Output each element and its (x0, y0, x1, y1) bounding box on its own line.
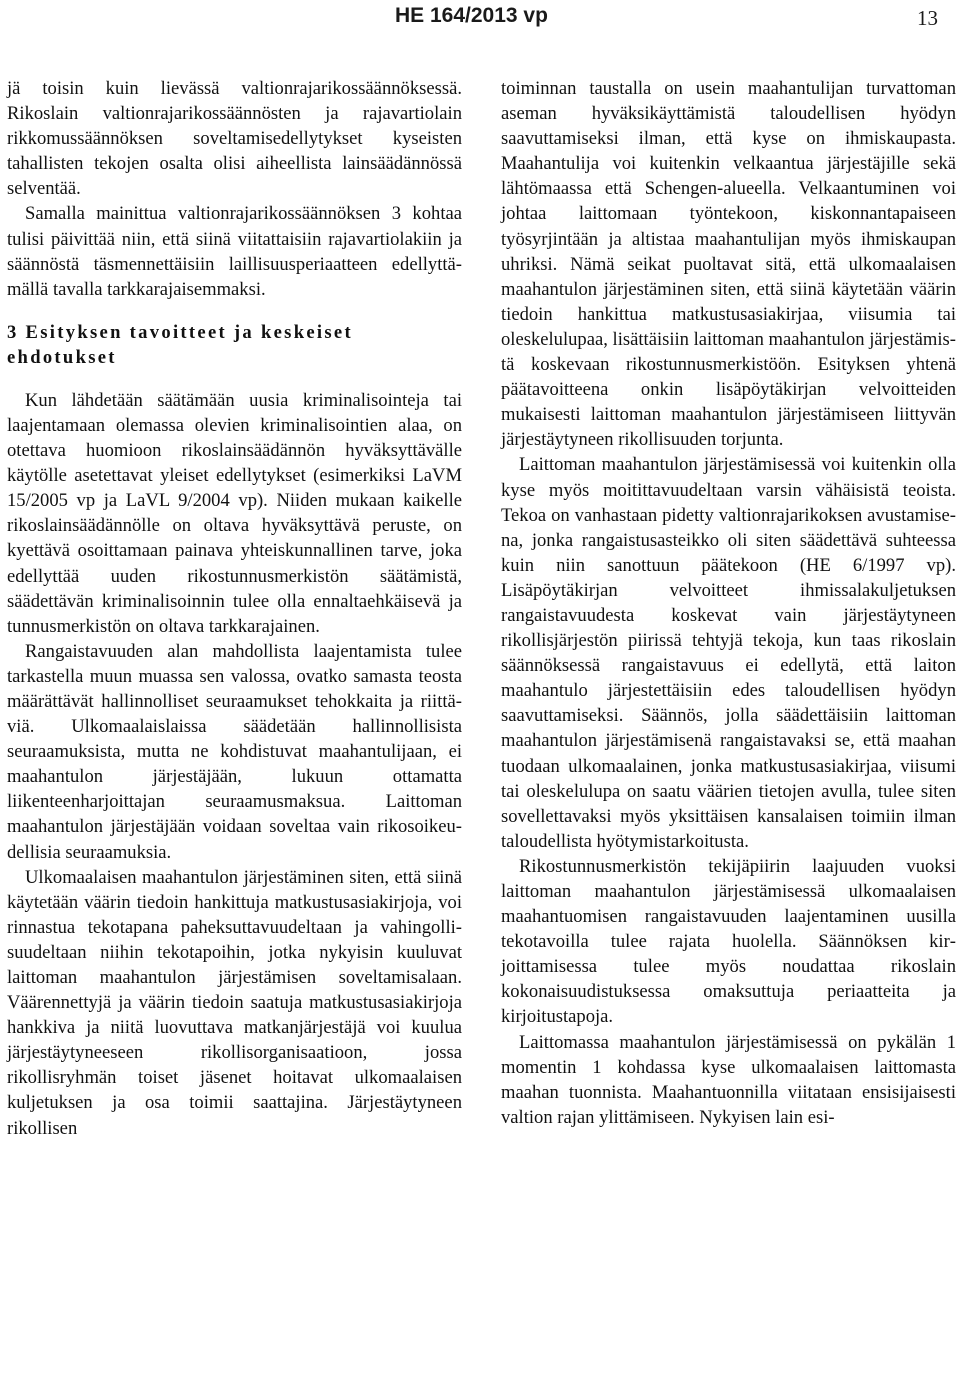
section-heading: 3 Esityksen tavoitteet ja keskeiset ehdotukset (7, 321, 353, 368)
paragraph: Ulkomaalaisen maahantulon järjestäminen siten, että siinä käytetään väärin tiedoin hankittuja matkustusasiakirjoja, voi rinnastua tekotapana paheksuttavuudeltaan ja vahingollisuudeltaan niihin tekotapoihin, jotka nykyisin kuuluvat laittoman maahantulon järjestämisen soveltamisalaan. Väärennettyjä ja väärin tiedoin saatuja matkustusasiakirjoja hankkiva ja niitä luovuttava matkanjärjestäjä voi kuulua järjestäytyneeseen rikollisorganisaatioon, jossa rikollisryhmän toiset jäsenet hoitavat ulkomaalaisen kuljetuksen ja osa toimii saattajina. Järjestäytyneen rikollisen (7, 866, 462, 1139)
paragraph: Laittomassa maahantulon järjestämisessä on pykälän 1 momentin 1 kohdassa kyse ulkomaalaisen laittomasta maahan tuonnista. Maahantuonnilla viitataan ensisijaisesti valtion rajan ylittämiseen. Nykyisen lain esi- (501, 1031, 956, 1128)
paragraph: Rangaistavuuden alan mahdollista laajentamista tulee tarkastella muun muassa sen valossa, ovatko samasta teosta määrättävät hallinnolliset seuraamukset tehokkaita ja riittäviä. Ulkomaalaislaissa säädetään hallinnollisista seuraamuksista, mutta ne kohdistuvat maahantulijaan, ei maahantulon järjestäjään, lukuun ottamatta liikenteenharjoittajan seuraamusmaksua. Laittoman maahantulon järjestäjään voidaan soveltaa vain rikosoikeudellisia seuraamuksia. (7, 640, 462, 863)
page-number: 13 (917, 6, 938, 30)
paragraph: Samalla mainittua valtionrajarikossäännöksen 3 kohtaa tulisi päivittää niin, että siinä viitattaisiin rajavartiolakiin ja säännöstä täsmennettäisiin laillisuusperiaatteen edellyttämällä tavalla tarkkarajaisemmaksi. (7, 203, 462, 300)
paragraph: toiminnan taustalla on usein maahantulijan turvattoman aseman hyväksikäyttämistä taloudellisen hyödyn saavuttamiseksi ilman, että kyse on ihmiskaupasta. Maahantulija voi kuitenkin velkaantua järjestäjille sekä lähtömaassa että Schengen-alueella. Velkaantuminen voi johtaa laittomaan työntekoon, kiskonnantapaiseen työsyrjintään ja altistaa maahantulijan myös ihmiskaupan uhriksi. Nämä seikat puoltavat sitä, että ulkomaalaisen maahantulon järjestäminen siten, että siinä käytetään väärin tiedoin hankittua matkustusasiakirjaa, viisumia tai oleskelulupaa, lisättäisiin laittoman maahantulon järjestämistä koskevaan rikostunnusmerkistöön. Esityksen yhtenä päätavoitteena onkin lisäpöytäkirjan velvoitteiden mukaisesti laittoman maahantulon järjestämiseen liittyvän järjestäytyneen rikollisuuden torjunta. (501, 78, 956, 451)
paragraph: jä toisin kuin lievässä valtionrajarikossäännöksessä. Rikoslain valtionrajarikossäännösten ja rajavartiolain rikkomussäännöksen soveltamisedellytykset kyseisten tahallisten tekojen osalta olisi aiheellista lainsäädännössä selventää. (7, 78, 462, 200)
paragraph: Rikostunnusmerkistön tekijäpiirin laajuuden vuoksi laittoman maahantulon järjestämisessä ulkomaalaisen maahantuomisen rangaistavuuden laajentaminen uusilla tekotavoilla tulee rajata huolella. Säännöksen kirjoittamisessa tulee myös noudattaa rikoslain kokonaisuudistuksessa omaksuttuja periaatteita ja kirjoitustapoja. (501, 855, 956, 1028)
document-id: HE 164/2013 vp (395, 4, 548, 27)
right-column (501, 76, 956, 1130)
left-column (7, 76, 462, 1141)
paragraph: Laittoman maahantulon järjestämisessä voi kuitenkin olla kyse myös moitittavuudeltaan varsin vähäisistä teoista. Tekoa on vanhastaan pidetty valtionrajarikoksen avustamisena, jonka rangaistusasteikko oli siten säädettävä suhteessa kuin niin sanottuun päätekoon (HE 6/1997 vp). Lisäpöytäkirjan velvoitteet ihmissalakuljetuksen rangaistavuudesta koskevat vain järjestäytyneen rikollisjärjestön piirissä tehtyjä tekoja, kun taas rikoslain säännöksessä rangaistavuus ei edellytä, että laiton maahantulo järjestettäisiin edes taloudellisen hyödyn saavuttamiseksi. Säännös, jolla säädettäisiin laittoman maahantulon järjestämisenä rangaistavaksi se, että maahan tuodaan ulkomaalainen, jonka matkustusasiakirjaa, viisumi tai oleskelulupa on saatu väärien tietojen avulla, tulee siten sovellettavaksi myös yksittäisen kansalaisen toimiin ilman taloudellista hyötymistarkoitusta. (501, 454, 956, 852)
paragraph: Kun lähdetään säätämään uusia kriminalisointeja tai laajentamaan olemassa olevien kriminalisointien alaa, on otettava huomioon rikoslainsäädännön hyväksyttävälle käytölle asetettavat yleiset edellytykset (esimerkiksi LaVM 15/2005 vp ja LaVL 9/2004 vp). Niiden mukaan kaikelle rikoslainsäädännölle on oltava hyväksyttävä peruste, on kyettävä osoittamaan painava yhteiskunnallinen tarve, joka edellyttää uuden rikostunnusmerkistön säätämistä, säädettävän kriminalisoinnin tulee olla ennaltaehkäisevä ja tunnusmerkistön on oltava tarkkarajainen. (7, 389, 462, 637)
